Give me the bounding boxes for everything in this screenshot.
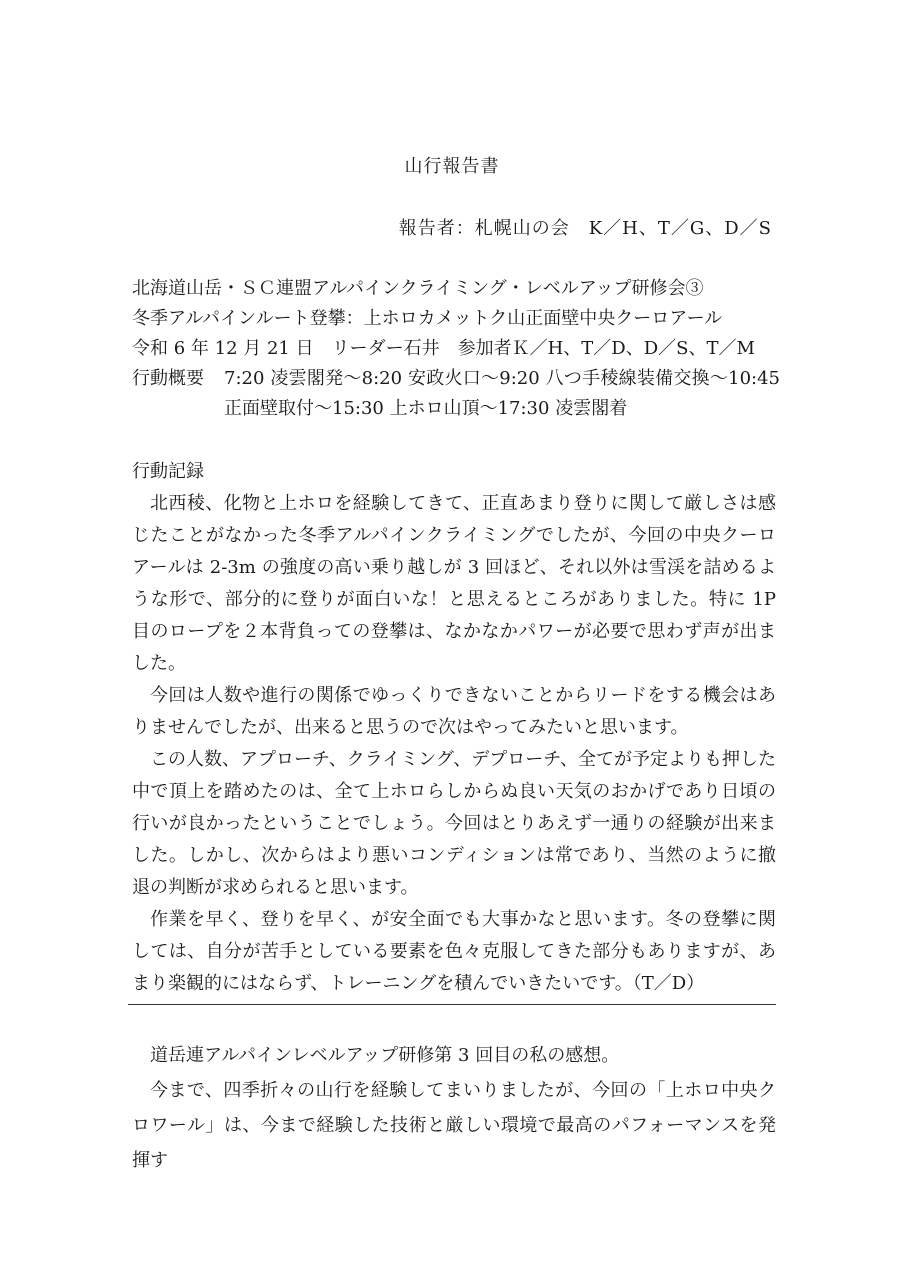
action-summary bbox=[132, 364, 782, 424]
record-paragraph: 今回は人数や進行の関係でゆっくりできないことからリードをする機会はありませんでしたが、出来ると思うので次はやってみたいと思います。 bbox=[132, 685, 776, 738]
route-name: 冬季アルパインルート登攀：上ホロカメットク山正面壁中央クーロアール bbox=[132, 308, 723, 329]
action-summary-label: 行動概要 bbox=[132, 368, 204, 389]
impression-paragraph: 道岳連アルパインレベルアップ研修第 3 回目の私の感想。 bbox=[150, 1045, 620, 1066]
impression-paragraph: 今まで、四季折々の山行を経験してまいりましたが、今回の「上ホロ中央クロワール」は、今まで経験した技術と厳しい環境で最高のパフォーマンスを発揮す bbox=[132, 1080, 776, 1171]
date-and-participants: 令和 6 年 12 月 21 日 リーダー石井 参加者Ｋ／H、T／D、D／S、T／M bbox=[132, 338, 755, 359]
section-divider bbox=[128, 1004, 776, 1005]
impression-section bbox=[132, 1038, 776, 1178]
record-paragraph: この人数、アプローチ、クライミング、デプローチ、全てが予定よりも押した中で頂上を踏めたのは、全て上ホロらしからぬ良い天気のおかげであり日頃の行いが良かったということでしょう。今回はとりあえず一通りの経験が出来ました。しかし、次からはより悪いコンディションは常であり、当然のように撤退の判断が求められると思います。 bbox=[132, 749, 776, 898]
action-summary-text: 7:20 凌雲閣発～8:20 安政火口～9:20 八つ手稜線装備交換～10:45 正面壁取付～15:30 上ホロ山頂～17:30 凌雲閣着 bbox=[224, 368, 780, 419]
event-name: 北海道山岳・ＳＣ連盟アルパインクライミング・レベルアップ研修会③ bbox=[132, 278, 704, 299]
action-record-heading: 行動記録 bbox=[132, 461, 204, 482]
action-record bbox=[132, 456, 776, 1000]
record-paragraph: 作業を早く、登りを早く、が安全面でも大事かなと思います。冬の登攀に関しては、自分が苦手としている要素を色々克服してきた部分もありますが、あまり楽観的にはならず、トレーニングを積んでいきたいです。（T／D） bbox=[132, 909, 776, 994]
record-paragraph: 北西稜、化物と上ホロを経験してきて、正直あまり登りに関して厳しさは感じたことがなかった冬季アルパインクライミングでしたが、今回の中央クーロアールは 2-3m の強度の高い乗り越しが 3 回ほど、それ以外は雪渓を詰めるような形で、部分的に登りが面白いな！と思えるところがありました。特に 1P 目のロープを２本背負っての登攀は、なかなかパワーが必要で思わず声が出ました。 bbox=[132, 493, 776, 674]
report-title: 山行報告書 bbox=[404, 156, 500, 177]
report-header bbox=[132, 274, 782, 424]
reporter-line: 報告者：札幌山の会 K／H、T／G、D／S bbox=[398, 218, 772, 239]
